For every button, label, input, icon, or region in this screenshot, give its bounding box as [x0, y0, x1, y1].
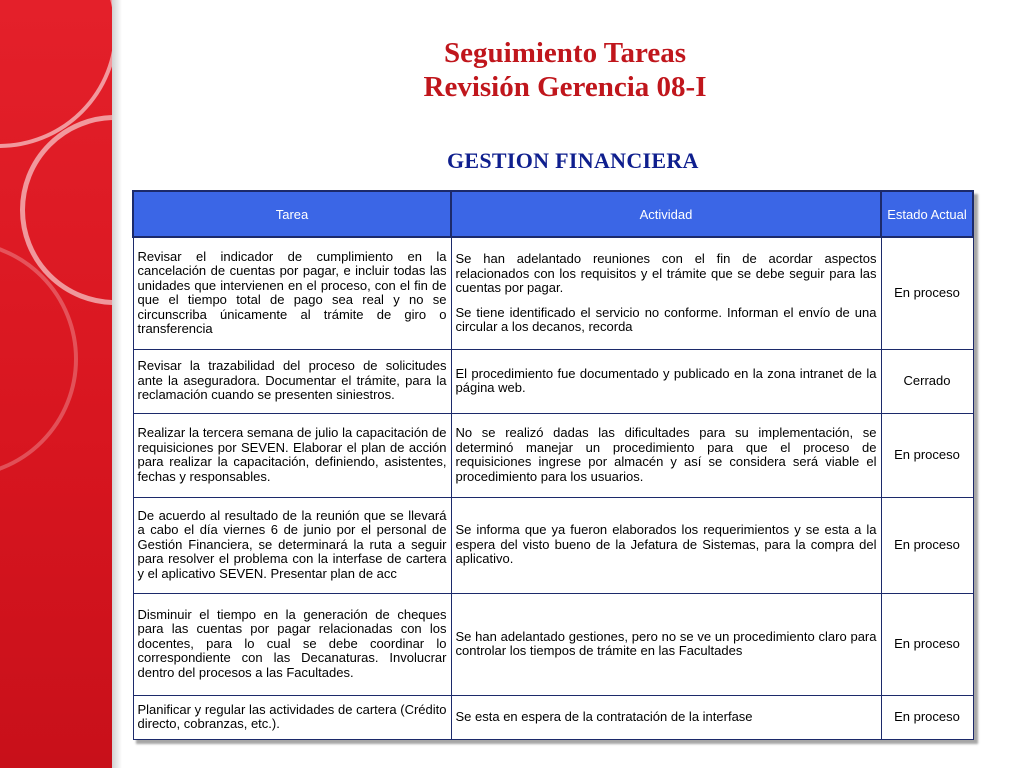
- table-row: [133, 413, 973, 497]
- task-tracking-table: [132, 190, 974, 740]
- actividad-paragraph: Se tiene identificado el servicio no conforme. Informan el envío de una circular a los decanos, recorda: [455, 304, 877, 334]
- left-decorative-band: [0, 0, 112, 768]
- cell-tarea: Revisar el indicador de cumplimiento en la cancelación de cuentas por pagar, e incluir todas las unidades que intervienen en el proceso, con el fin de que el tiempo total de pago sea real y no se circunscriba únicamente al trámite de giro o transferencia: [133, 237, 451, 349]
- column-header-estado: Estado Actual: [881, 191, 973, 237]
- table-header-row: [133, 191, 973, 237]
- left-band-shadow: [112, 0, 122, 768]
- table-row: [133, 593, 973, 695]
- cell-actividad: [451, 695, 881, 739]
- cell-estado: En proceso: [881, 497, 973, 593]
- cell-tarea: Realizar la tercera semana de julio la capacitación de requisiciones por SEVEN. Elaborar el plan de acción para realizar la capacitación, definiendo, asistentes, fechas y responsables.: [133, 413, 451, 497]
- table-row: [133, 497, 973, 593]
- cell-estado: En proceso: [881, 237, 973, 349]
- table-row: [133, 349, 973, 413]
- cell-actividad: [451, 593, 881, 695]
- cell-actividad: [451, 349, 881, 413]
- cell-estado: En proceso: [881, 593, 973, 695]
- actividad-paragraph: Se han adelantado gestiones, pero no se ve un procedimiento claro para controlar los tiempos de trámite en las Facultades: [455, 628, 877, 658]
- cell-estado: En proceso: [881, 413, 973, 497]
- actividad-paragraph: Se esta en espera de la contratación de la interfase: [455, 708, 753, 724]
- cell-tarea: Disminuir el tiempo en la generación de cheques para las cuentas por pagar relacionadas con los docentes, para lo cual se debe coordinar lo correspondiente con las Decanaturas. Involucrar dentro del procesos a las Facultades.: [133, 593, 451, 695]
- actividad-paragraph: Se han adelantado reuniones con el fin de acordar aspectos relacionados con los requisitos y el trámite que se debe seguir para las cuentas por pagar.: [455, 251, 877, 295]
- table-row: [133, 695, 973, 739]
- cell-actividad: [451, 237, 881, 349]
- cell-actividad: [451, 497, 881, 593]
- actividad-paragraph: No se realizó dadas las dificultades para su implementación, se determinó manejar un procedimiento para que el proceso de requisiciones ingrese por almacén y así se considera será viable el procedimiento para los usuarios.: [455, 425, 877, 484]
- table-row: [133, 237, 973, 349]
- cell-actividad: [451, 413, 881, 497]
- cell-tarea: De acuerdo al resultado de la reunión que se llevará a cabo el día viernes 6 de junio por el personal de Gestión Financiera, se determinará la ruta a seguir para resolver el problema con la interfase de cartera y el aplicativo SEVEN. Presentar plan de acc: [133, 497, 451, 593]
- section-heading: GESTION FINANCIERA: [447, 148, 699, 173]
- column-header-actividad: Actividad: [451, 191, 881, 237]
- actividad-paragraph: Se informa que ya fueron elaborados los requerimientos y se esta a la espera del visto bueno de la Jefatura de Sistemas, para la compra del aplicativo.: [455, 522, 877, 567]
- cell-tarea: Planificar y regular las actividades de cartera (Crédito directo, cobranzas, etc.).: [133, 695, 451, 739]
- slide-title-line1: Seguimiento Tareas: [444, 37, 686, 69]
- table-body: [133, 237, 973, 739]
- cell-estado: En proceso: [881, 695, 973, 739]
- cell-tarea: Revisar la trazabilidad del proceso de solicitudes ante la aseguradora. Documentar el trámite, para la reclamación cuando se presenten siniestros.: [133, 349, 451, 413]
- actividad-paragraph: El procedimiento fue documentado y publicado en la zona intranet de la página web.: [455, 365, 877, 395]
- slide-title-line2: Revisión Gerencia 08-I: [423, 71, 707, 103]
- column-header-tarea: Tarea: [133, 191, 451, 237]
- cell-estado: Cerrado: [881, 349, 973, 413]
- slide-title: [300, 36, 830, 104]
